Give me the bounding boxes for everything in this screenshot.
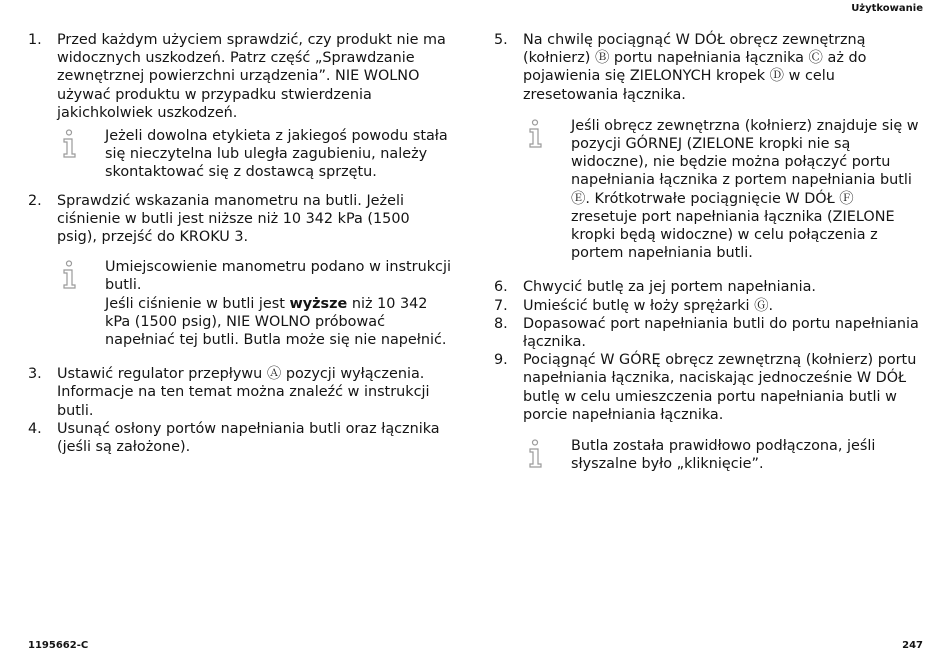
right-column <box>494 31 919 473</box>
step-number: 2. <box>28 192 42 209</box>
step-text: Umieścić butlę w łoży sprężarki Ⓖ. <box>523 297 774 314</box>
step-7 <box>494 297 919 315</box>
step-number: 1. <box>28 32 42 48</box>
section-title: Użytkowanie <box>851 3 923 14</box>
step-text: Pociągnąć W GÓRĘ obręcz zewnętrzną (kołnierz) portu napełniania łącznika, naciskając jednocześnie W DÓŁ butlę w celu umieszczenia portu napełniania butli w porcie napełniania łącznika. <box>523 352 917 423</box>
step-number: 7. <box>494 297 508 314</box>
page-number: 247 <box>902 640 923 651</box>
step-9 <box>494 351 919 424</box>
step-text: Usunąć osłony portów napełniania butli oraz łącznika (jeśli są założone). <box>57 420 440 456</box>
step-8 <box>494 315 919 351</box>
note-emphasis: wyższe <box>289 295 348 312</box>
step-number: 3. <box>28 366 42 383</box>
note-paragraph: Umiejscowienie manometru podano w instrukcji butli. <box>105 259 451 294</box>
step-number: 5. <box>494 32 508 48</box>
step-text: Ustawić regulator przepływu Ⓐ pozycji wyłączenia. Informacje na ten temat można znaleźć w instrukcji butli. <box>57 366 430 419</box>
info-icon <box>61 260 79 290</box>
info-note-1 <box>57 127 452 182</box>
note-text: Jeśli ciśnienie w butli jest <box>105 295 290 312</box>
step-5 <box>494 31 919 104</box>
info-note-3 <box>523 117 919 263</box>
step-text: Dopasować port napełniania butli do portu napełniania łącznika. <box>523 315 919 351</box>
info-icon <box>61 129 79 159</box>
step-text: Na chwilę pociągnąć W DÓŁ obręcz zewnętrzną (kołnierz) Ⓑ portu napełniania łącznika Ⓒ aż do pojawienia się ZIELONYCH kropek Ⓓ w celu zresetowania łącznika. <box>523 32 867 103</box>
step-6 <box>494 278 919 296</box>
step-4 <box>28 420 452 456</box>
left-column <box>28 31 452 456</box>
step-3 <box>28 365 452 420</box>
note-text: niż 10 342 kPa (1500 psig), NIE WOLNO próbować napełniać tej butli. Butla może się nie napełnić. <box>105 295 447 349</box>
step-text: Przed każdym użyciem sprawdzić, czy produkt nie ma widocznych uszkodzeń. Patrz część „Sprawdzanie zewnętrznej powierzchni urządzenia”. NIE WOLNO używać produktu w przypadku stwierdzenia jakichkolwiek uszkodzeń. <box>57 32 446 121</box>
note-text: Jeśli obręcz zewnętrzna (kołnierz) znajduje się w pozycji GÓRNEJ (ZIELONE kropki nie są widoczne), nie będzie można połączyć portu napełniania łącznika z portem napełniania butli Ⓔ. Krótkotrwałe pociągnięcie W DÓŁ Ⓕ zresetuje port napełniania łącznika (ZIELONE kropki będą widoczne) w celu połączenia z portem napełniania butli. <box>571 117 919 262</box>
info-note-4 <box>523 437 919 473</box>
step-1 <box>28 31 452 122</box>
note-paragraph <box>105 295 452 350</box>
step-text: Sprawdzić wskazania manometru na butli. Jeżeli ciśnienie w butli jest niższe niż 10 342 kPa (1500 psig), przejść do KROKU 3. <box>57 192 410 246</box>
info-note-2 <box>57 258 452 349</box>
step-2 <box>28 192 452 247</box>
step-number: 4. <box>28 420 42 437</box>
step-number: 6. <box>494 279 508 296</box>
step-number: 8. <box>494 315 508 332</box>
step-text: Chwycić butlę za jej portem napełniania. <box>523 279 816 296</box>
note-text: Jeżeli dowolna etykieta z jakiegoś powodu stała się nieczytelna lub uległa zagubieniu, należy skontaktować się z dostawcą sprzętu. <box>105 128 448 181</box>
info-icon <box>527 439 545 469</box>
document-id: 1195662-C <box>28 640 89 651</box>
info-icon <box>527 119 545 149</box>
step-number: 9. <box>494 352 508 369</box>
note-text: Butla została prawidłowo podłączona, jeśli słyszalne było „kliknięcie”. <box>571 438 876 473</box>
